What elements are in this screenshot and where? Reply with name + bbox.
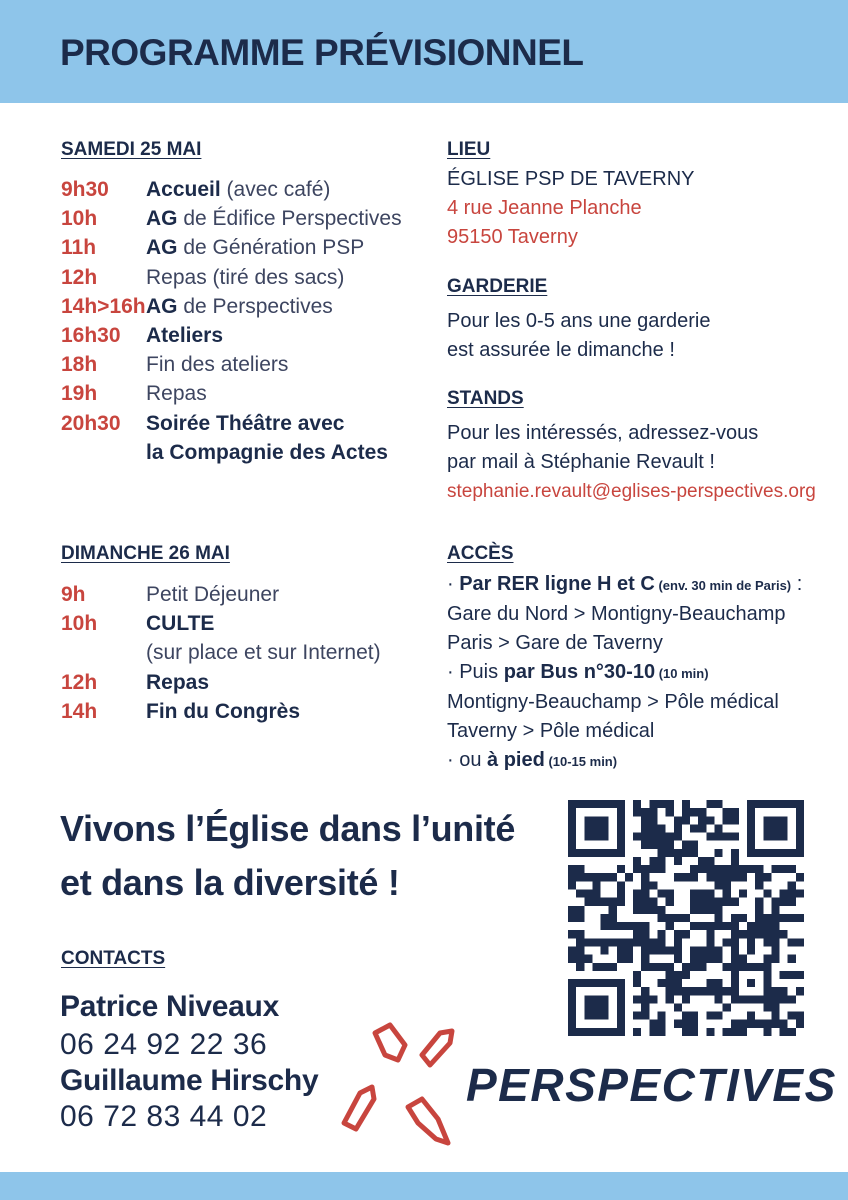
stands-heading: STANDS	[447, 388, 524, 409]
contacts-heading: CONTACTS	[61, 948, 166, 969]
schedule-desc-rest: de Perspectives	[177, 294, 333, 318]
schedule-desc	[146, 409, 344, 438]
schedule-time: 19h	[61, 382, 98, 406]
schedule-time: 16h30	[61, 323, 121, 347]
schedule-desc-bold: Ateliers	[146, 323, 224, 347]
schedule-time: 14h	[61, 699, 98, 723]
acces-block	[447, 570, 802, 776]
logo-text: PERSPECTIVES	[466, 1059, 837, 1111]
samedi-heading: SAMEDI 25 MAI	[61, 139, 202, 160]
schedule-desc-rest: Fin des ateliers	[146, 353, 289, 377]
schedule-desc-rest: de Génération PSP	[177, 236, 365, 260]
schedule-desc	[146, 609, 214, 638]
schedule-desc	[146, 697, 300, 726]
schedule-desc-bold: Repas	[146, 670, 210, 694]
stands-line1: Pour les intéressés, adressez-vous	[447, 422, 759, 444]
stands-block	[447, 419, 816, 506]
schedule-desc-rest: Repas	[146, 382, 207, 406]
schedule-desc-bold: AG	[146, 207, 178, 231]
header-band	[0, 0, 848, 103]
acces-rer-suffix: :	[791, 573, 803, 595]
lieu-heading: LIEU	[447, 139, 491, 160]
slogan-line2: et dans la diversité !	[60, 862, 400, 903]
schedule-time: 10h	[61, 612, 98, 636]
schedule-desc	[146, 638, 381, 667]
schedule-time: 18h	[61, 353, 98, 377]
dimanche-heading: DIMANCHE 26 MAI	[61, 543, 230, 564]
contact-name-1: Patrice Niveaux	[60, 990, 279, 1023]
acces-bus-route1: Montigny-Beauchamp > Pôle médical	[447, 691, 779, 713]
acces-bus-line	[447, 658, 802, 688]
stands-email-link[interactable]: stephanie.revault@eglises-perspectives.org	[447, 481, 816, 502]
schedule-desc-rest: (avec café)	[220, 178, 331, 201]
schedule-desc	[146, 379, 207, 408]
schedule-desc-bold: Soirée Théâtre avec	[146, 411, 345, 435]
schedule-time: 11h	[61, 236, 97, 260]
schedule-desc	[146, 233, 364, 262]
acces-foot-line	[447, 746, 802, 776]
schedule-desc	[146, 292, 333, 321]
schedule-time: 12h	[61, 670, 98, 694]
schedule-desc	[146, 350, 288, 379]
schedule-desc	[146, 668, 209, 697]
schedule-desc-bold: CULTE	[146, 612, 215, 636]
stands-line2: par mail à Stéphanie Revault !	[447, 451, 715, 473]
schedule-desc-rest: Petit Déjeuner	[146, 583, 280, 606]
schedule-desc-bold: la Compagnie des Actes	[146, 440, 388, 464]
schedule-desc-rest: Repas (tiré des sacs)	[146, 265, 345, 289]
contact-phone-1[interactable]: 06 24 92 22 36	[60, 1028, 268, 1061]
schedule-desc	[146, 204, 402, 233]
slogan-line1: Vivons l’Église dans l’unité	[60, 808, 516, 849]
schedule-desc	[146, 175, 330, 204]
schedule-desc	[146, 580, 279, 609]
schedule-desc-rest: de Édifice Perspectives	[177, 207, 402, 231]
schedule-time: 9h	[61, 583, 86, 606]
lieu-city: 95150 Taverny	[447, 226, 578, 248]
acces-foot-label: à pied	[487, 749, 545, 771]
lieu-name: ÉGLISE PSP DE TAVERNY	[447, 168, 695, 190]
lieu-block	[447, 165, 695, 252]
schedule-desc	[146, 438, 388, 467]
schedule-desc-bold: Accueil	[146, 178, 221, 201]
acces-foot-prefix: · ou	[447, 749, 488, 771]
acces-rer-duration: (env. 30 min de Paris)	[654, 578, 792, 593]
page-title: PROGRAMME PRÉVISIONNEL	[60, 32, 584, 73]
schedule-desc-bold: Fin du Congrès	[146, 699, 300, 723]
acces-rer-route2: Paris > Gare de Taverny	[447, 632, 663, 654]
schedule-time: 9h30	[61, 178, 109, 201]
schedule-time: 10h	[61, 207, 98, 231]
acces-foot-duration: (10-15 min)	[544, 754, 618, 769]
contact-phone-2[interactable]: 06 72 83 44 02	[60, 1100, 268, 1133]
schedule-time: 20h30	[61, 411, 121, 435]
acces-bus-prefix: · Puis	[447, 661, 504, 683]
acces-rer-route1: Gare du Nord > Montigny-Beauchamp	[447, 603, 786, 625]
footer-band	[0, 1172, 848, 1200]
schedule-desc-bold: AG	[146, 236, 178, 260]
schedule-desc	[146, 263, 344, 292]
schedule-desc	[146, 321, 223, 350]
acces-bus-label: par Bus n°30-10	[503, 661, 656, 683]
lieu-street: 4 rue Jeanne Planche	[447, 197, 642, 219]
schedule-desc-bold: AG	[146, 294, 178, 318]
garderie-line2: est assurée le dimanche !	[447, 339, 675, 361]
slogan	[60, 802, 515, 910]
qr-code-icon[interactable]	[568, 800, 804, 1036]
acces-bus-duration: (10 min)	[655, 666, 709, 681]
acces-rer-prefix: ·	[447, 573, 460, 595]
garderie-heading: GARDERIE	[447, 276, 548, 297]
schedule-desc-rest: (sur place et sur Internet)	[146, 641, 381, 665]
contact-name-2: Guillaume Hirschy	[60, 1064, 319, 1097]
acces-rer-line	[447, 570, 802, 600]
schedule-time: 14h>16h	[61, 294, 146, 318]
schedule-time: 12h	[61, 265, 98, 289]
acces-rer-label: Par RER ligne H et C	[459, 573, 655, 595]
garderie-line1: Pour les 0-5 ans une garderie	[447, 310, 711, 332]
acces-heading: ACCÈS	[447, 543, 514, 564]
acces-bus-route2: Taverny > Pôle médical	[447, 720, 655, 742]
garderie-block	[447, 307, 711, 365]
